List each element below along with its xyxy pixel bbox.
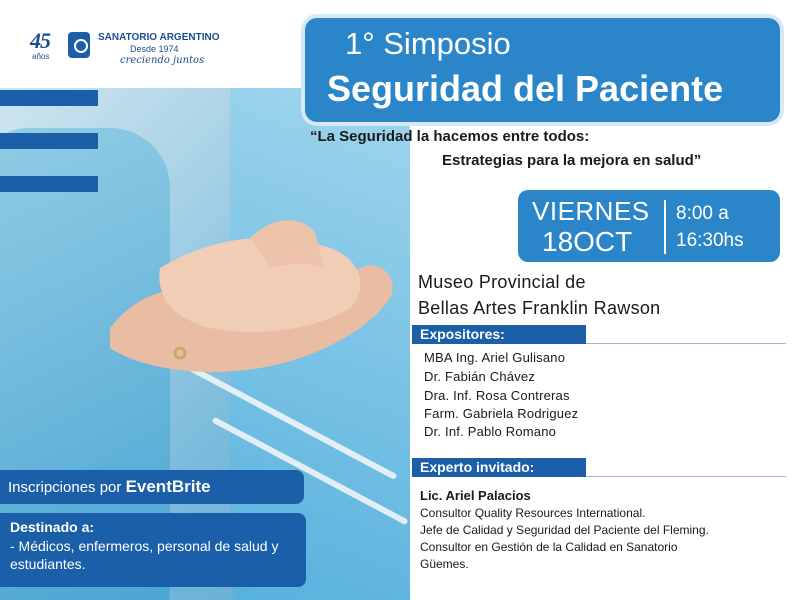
registration-prefix: Inscripciones por [8,479,122,496]
event-title: Seguridad del Paciente [327,68,724,109]
decor-bar [0,90,98,106]
event-date: 18OCT [542,226,633,257]
title-banner [305,18,780,122]
speaker-item: Dr. Fabián Chávez [424,369,536,384]
speaker-item: Dr. Inf. Pablo Romano [424,424,557,439]
registration-banner [0,470,304,504]
event-edition: 1° Simposio [345,26,511,61]
event-day: VIERNES [532,196,650,226]
quote-line-1: “La Seguridad la hacemos entre todos: [310,128,590,145]
logo-mark-icon [68,32,90,58]
guest-bio-line: Consultor Quality Resources International. [420,506,646,520]
guest-heading: Experto invitado: [412,458,586,477]
event-end-time: 16:30hs [676,230,744,251]
event-start-time: 8:00 a [676,203,729,224]
speaker-item: MBA Ing. Ariel Gulisano [424,350,566,365]
date-badge [518,190,780,262]
logo-slogan: creciendo juntos [120,55,205,66]
sanatorio-logo [30,26,250,76]
logo-since: Desde 1974 [130,44,179,54]
date-divider [664,200,666,254]
holding-hands-image [100,208,400,388]
speaker-item: Farm. Gabriela Rodriguez [424,406,579,421]
venue-line-2: Bellas Artes Franklin Rawson [418,298,661,318]
quote-line-2: Estrategias para la mejora en salud” [442,152,702,169]
logo-years-unit: años [32,52,50,61]
guest-divider [586,476,786,477]
guest-name: Lic. Ariel Palacios [420,488,531,503]
audience-text: - Médicos, enfermeros, personal de salud y estudiantes. [10,538,279,572]
audience-title: Destinado a: [10,519,95,535]
speakers-heading: Expositores: [412,325,586,344]
logo-name: SANATORIO ARGENTINO [98,32,220,43]
speaker-item: Dra. Inf. Rosa Contreras [424,388,570,403]
speakers-divider [586,343,786,344]
guest-bio-line: Jefe de Calidad y Seguridad del Paciente del Fleming. [420,523,709,537]
venue-line-1: Museo Provincial de [418,272,586,292]
guest-bio-line: Consultor en Gestión de la Calidad en Sanatorio [420,540,678,554]
guest-bio-line: Güemes. [420,557,469,571]
decor-bar [0,133,98,149]
logo-years: 45 [30,28,50,53]
registration-platform: EventBrite [125,477,211,496]
audience-box [0,513,306,587]
decor-bar [0,176,98,192]
